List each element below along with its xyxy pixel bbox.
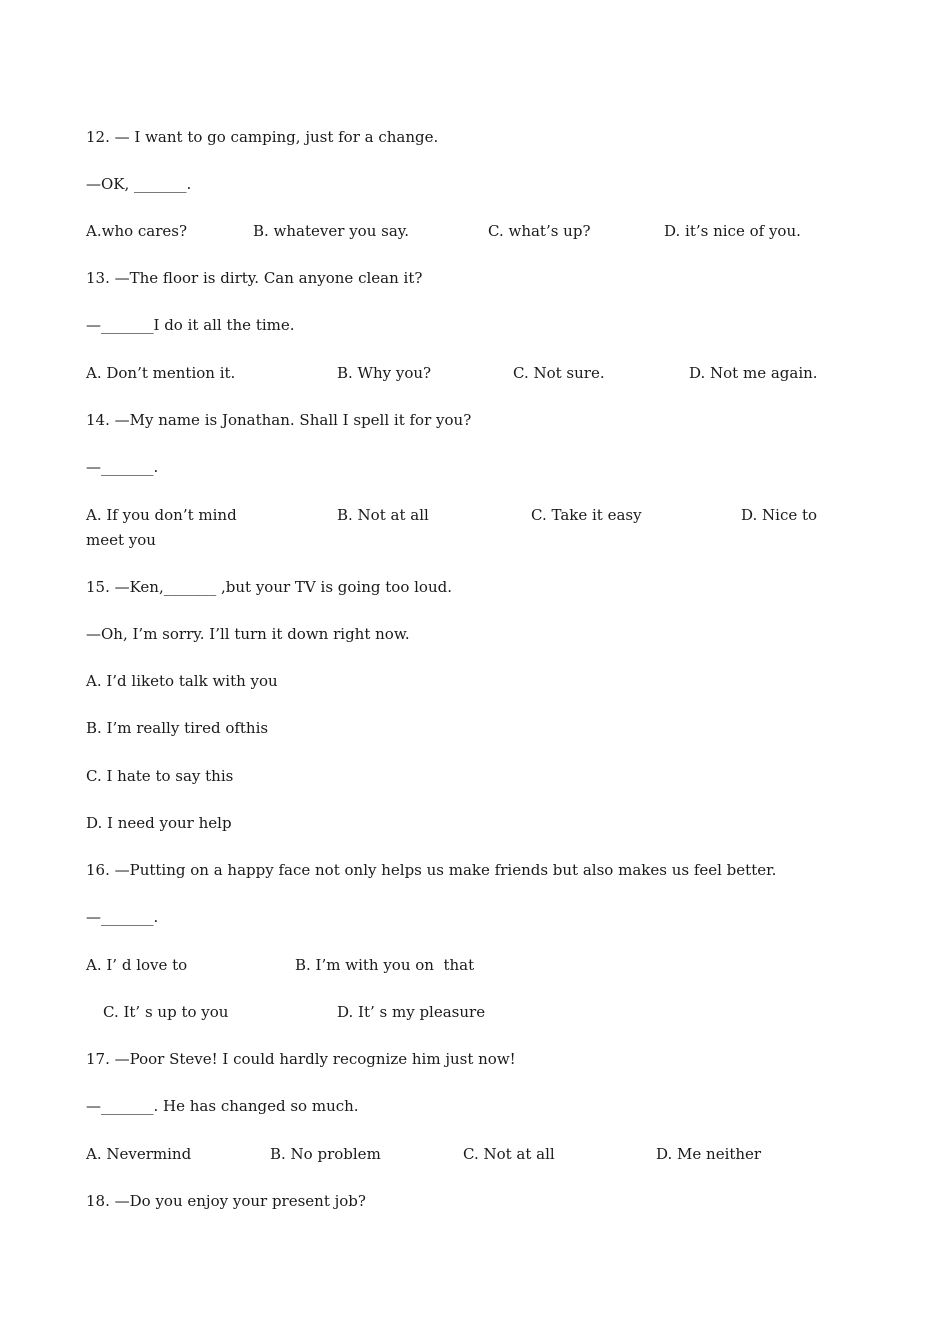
question-17-option-b: B. No problem	[270, 1145, 381, 1163]
question-14-option-d-continued: meet you	[86, 531, 156, 549]
question-14-option-b: B. Not at all	[337, 506, 429, 524]
question-15-option-a: A. I’d liketo talk with you	[86, 672, 278, 690]
question-15-option-c: C. I hate to say this	[86, 767, 234, 785]
question-15-option-d: D. I need your help	[86, 814, 232, 832]
question-14-stem: 14. —My name is Jonathan. Shall I spell it for you?	[86, 411, 472, 429]
question-17-reply: —_______. He has changed so much.	[86, 1097, 359, 1115]
question-17-option-c: C. Not at all	[463, 1145, 555, 1163]
question-12-option-c: C. what’s up?	[488, 222, 591, 240]
question-12-option-a: A.who cares?	[86, 222, 188, 240]
question-13-option-d: D. Not me again.	[689, 364, 818, 382]
question-13-option-b: B. Why you?	[337, 364, 432, 382]
question-18-stem: 18. —Do you enjoy your present job?	[86, 1192, 366, 1210]
question-16-option-a: A. I’ d love to	[86, 956, 188, 974]
question-12-reply: —OK, _______.	[86, 175, 192, 193]
question-14-reply: —_______.	[86, 458, 159, 476]
question-13-reply: —_______I do it all the time.	[86, 316, 295, 334]
question-12-stem: 12. — I want to go camping, just for a change.	[86, 128, 439, 146]
question-14-option-d: D. Nice to	[741, 506, 818, 524]
question-15-stem: 15. —Ken,_______ ,but your TV is going too loud.	[86, 578, 452, 596]
question-14-option-a: A. If you don’t mind	[86, 506, 237, 524]
question-16-option-b: B. I’m with you on that	[295, 956, 475, 974]
question-12-option-d: D. it’s nice of you.	[664, 222, 801, 240]
question-16-option-d: D. It’ s my pleasure	[337, 1003, 486, 1021]
question-15-option-b: B. I’m really tired ofthis	[86, 719, 269, 737]
question-16-stem: 16. —Putting on a happy face not only helps us make friends but also makes us feel better.	[86, 861, 777, 879]
question-13-option-a: A. Don’t mention it.	[86, 364, 236, 382]
question-16-option-c: C. It’ s up to you	[103, 1003, 229, 1021]
question-17-option-d: D. Me neither	[656, 1145, 762, 1163]
question-13-stem: 13. —The floor is dirty. Can anyone clean it?	[86, 269, 423, 287]
question-14-option-c: C. Take it easy	[531, 506, 642, 524]
question-17-option-a: A. Nevermind	[86, 1145, 192, 1163]
question-12-option-b: B. whatever you say.	[253, 222, 410, 240]
question-17-stem: 17. —Poor Steve! I could hardly recognize him just now!	[86, 1050, 516, 1068]
question-15-reply: —Oh, I’m sorry. I’ll turn it down right now.	[86, 625, 410, 643]
question-16-reply: —_______.	[86, 908, 159, 926]
question-13-option-c: C. Not sure.	[513, 364, 605, 382]
